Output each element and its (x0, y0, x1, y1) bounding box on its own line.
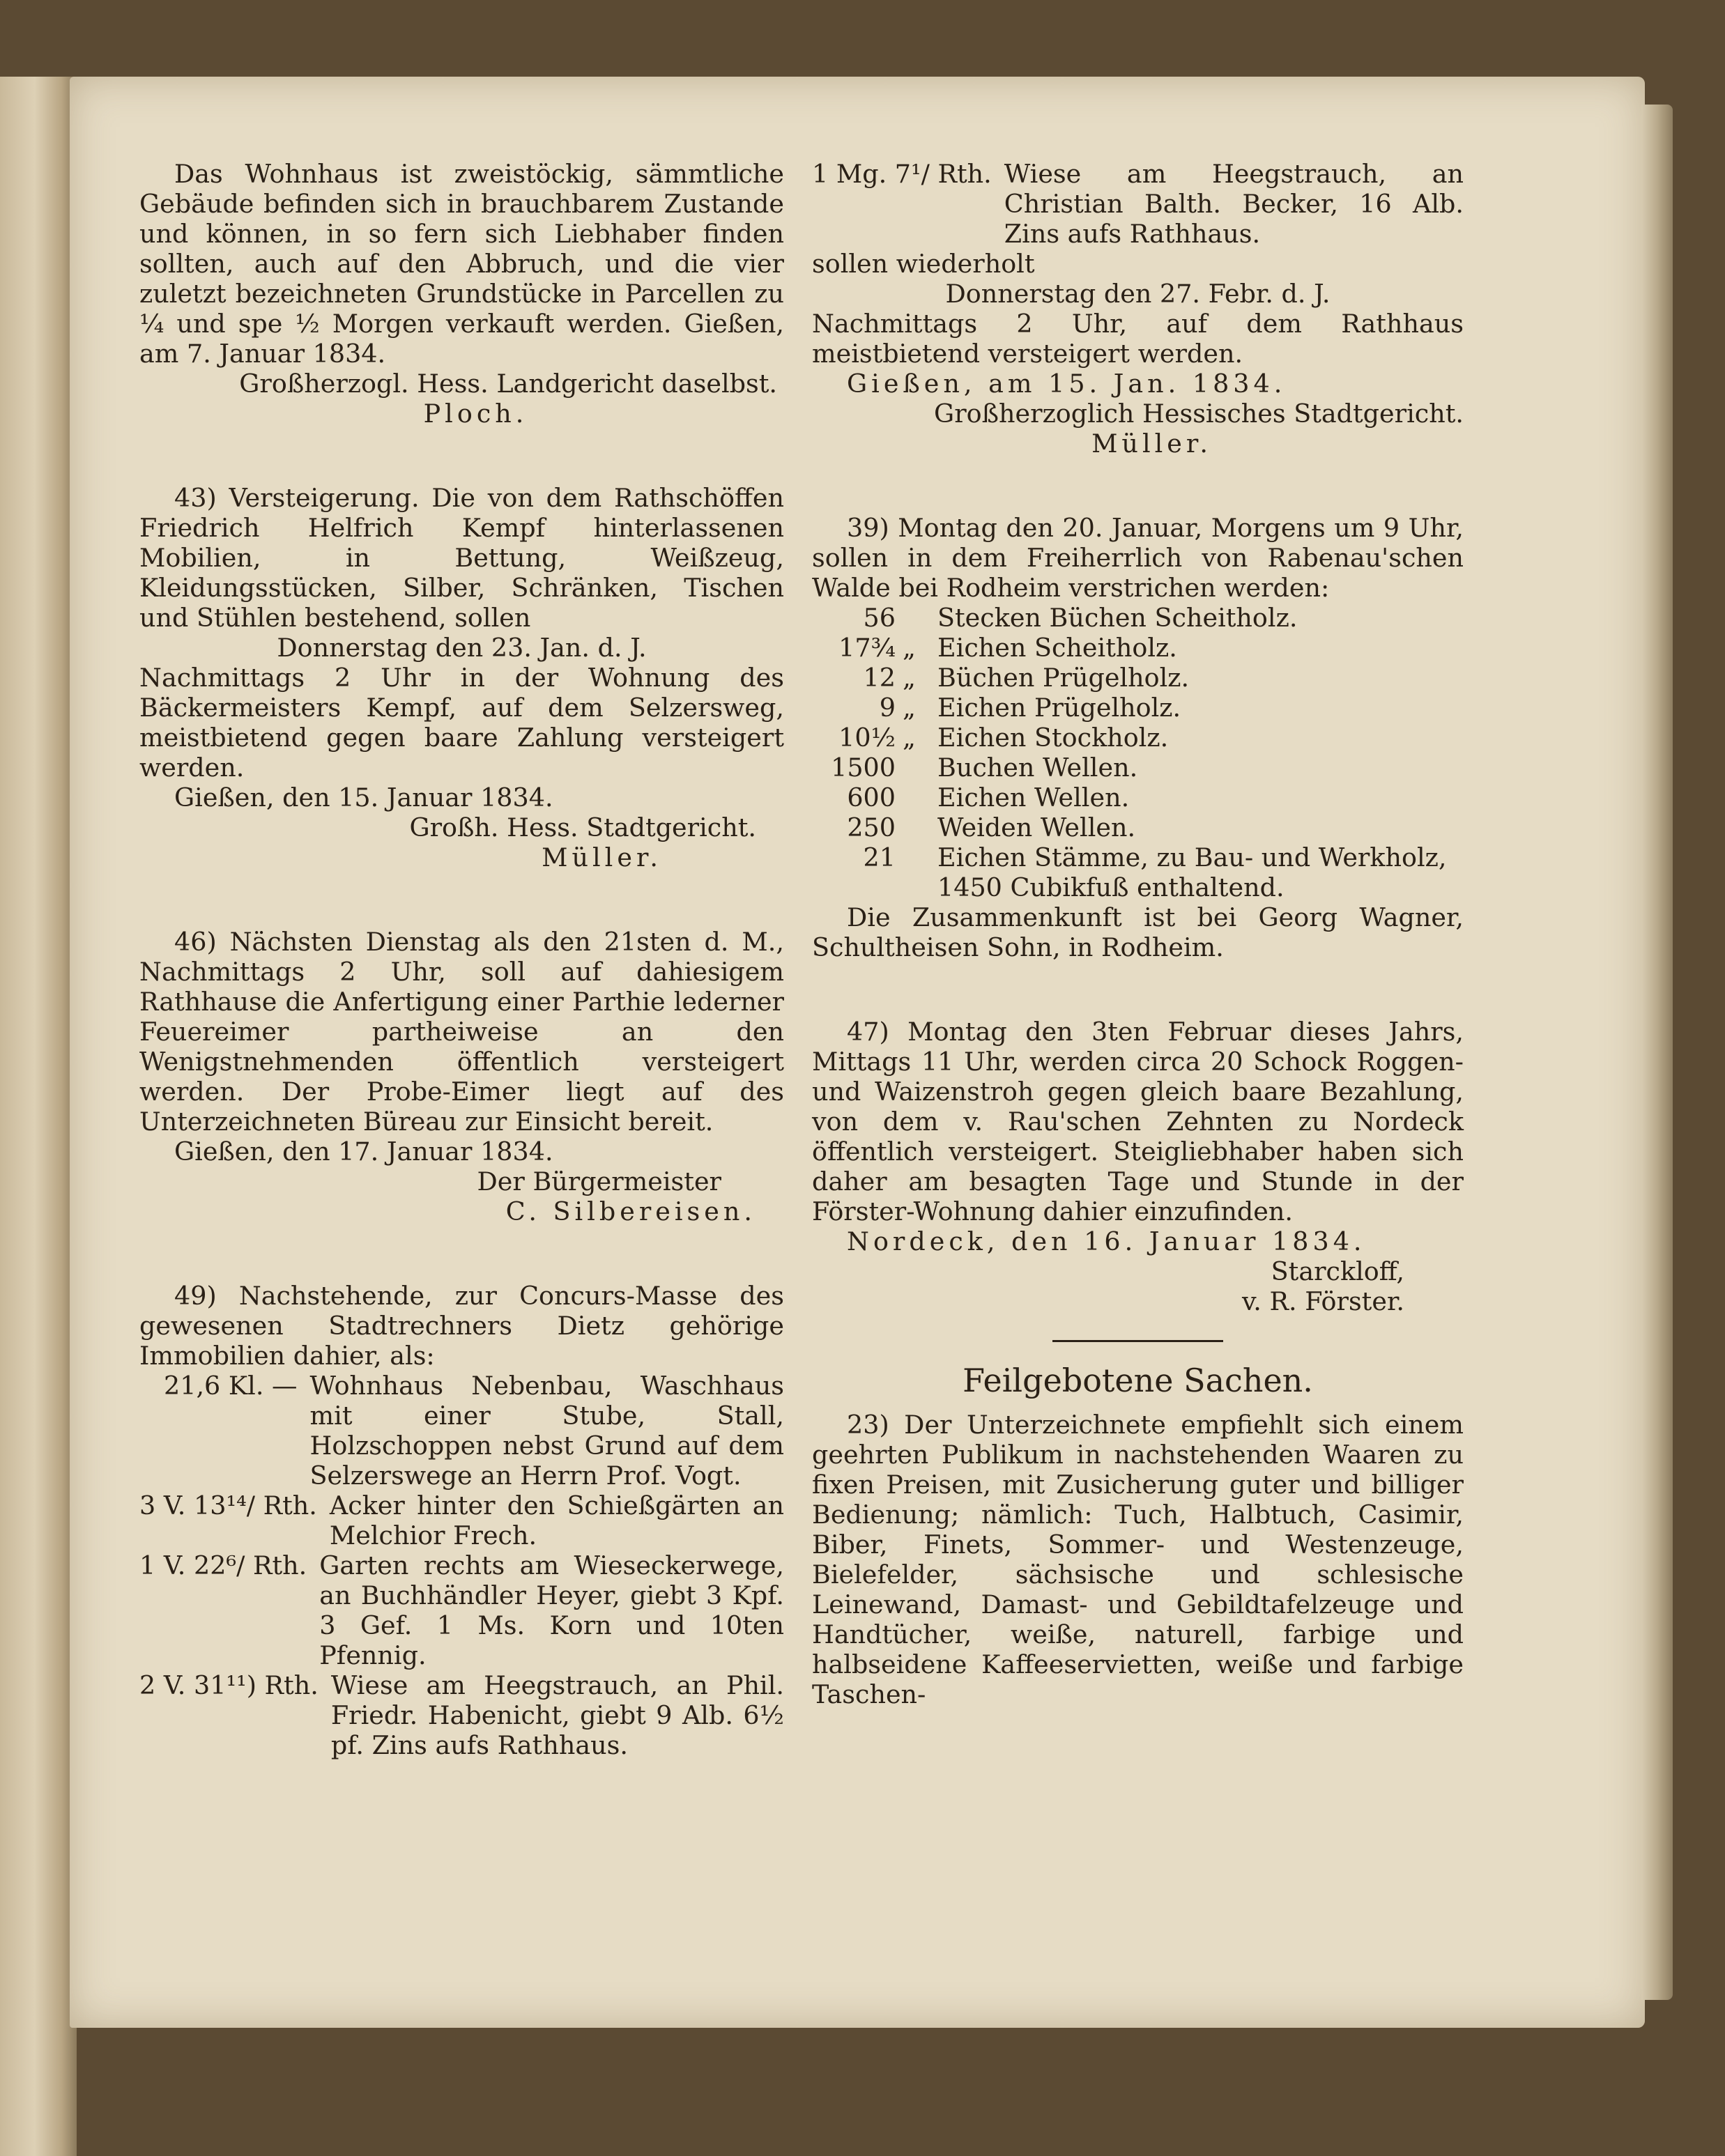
property-desc: Wiese am Heegstrauch, an Phil. Friedr. Habenicht, giebt 9 Alb. 6½ pf. Zins aufs Rathhaus. (330, 1670, 784, 1760)
property-desc: Wiese am Heegstrauch, an Christian Balth. Becker, 16 Alb. Zins aufs Rathhaus. (1004, 159, 1464, 249)
wood-type: Eichen Stockholz. (937, 723, 1169, 753)
signature-name: Ploch. (423, 399, 528, 429)
notice-date: Donnerstag den 27. Febr. d. J. (945, 279, 1331, 309)
property-size: 2 V. 31¹¹) Rth. (139, 1670, 319, 1700)
notice-49: 49) Nachstehende, zur Concurs-Masse des gewesenen Stadtrechners Dietz gehörige Immobilien dahier, als: (139, 1281, 784, 1371)
property-desc: Garten rechts am Wieseckerwege, an Buchhändler Heyer, giebt 3 Kpf. 3 Gef. 1 Ms. Korn und 10ten Pfennig. (319, 1550, 784, 1670)
wood-amount: 17¾ (838, 633, 896, 663)
notice-43-court: Großh. Hess. Stadtgericht. (409, 813, 756, 842)
notice-47-signer: Starckloff, (1271, 1256, 1404, 1286)
notice-39-end: Die Zusammenkunft ist bei Georg Wagner, Schultheisen Sohn, in Rodheim. (812, 902, 1464, 962)
wood-amount: 250 (847, 813, 896, 842)
ditto-mark: „ (903, 693, 916, 723)
notice-39: 39) Montag den 20. Januar, Morgens um 9 Uhr, sollen in dem Freiherrlich von Rabenau'schen Walde bei Rodheim verstrichen werden: (812, 513, 1464, 603)
right-column (812, 159, 1464, 1709)
property-list (139, 1371, 784, 1760)
notice-46-signer: C. Silbereisen. (505, 1196, 756, 1226)
wood-amount: 1500 (831, 753, 896, 783)
wood-amount: 10½ (838, 723, 896, 753)
notice-43-text: Nachmittags 2 Uhr in der Wohnung des Bäckermeisters Kempf, auf dem Selzersweg, meistbietend gegen baare Zahlung versteigert werden. (139, 663, 784, 783)
notice-43-date: Donnerstag den 23. Jan. d. J. (277, 633, 647, 663)
wood-list (812, 603, 1464, 902)
ditto-mark (903, 753, 937, 783)
property-item (139, 1670, 784, 1760)
notice-place: Gießen, am 15. Jan. 1834. (847, 369, 1287, 399)
notice-46-title: Der Bürgermeister (477, 1166, 721, 1196)
ditto-mark: „ (903, 633, 916, 663)
ditto-mark (903, 603, 937, 633)
property-size: 1 Mg. 7¹/ Rth. (812, 159, 992, 189)
wood-amount: 9 (879, 693, 896, 723)
ditto-mark (903, 783, 937, 813)
notice-23: 23) Der Unterzeichnete empfiehlt sich einem geehrten Publikum in nachstehenden Waaren zu fixen Preisen, mit Zusicherung guter und billiger Bedienung; nämlich: Tuch, Halbtuch, Casimir, Biber, Finets, Sommer- und Westenzeuge, Bielefelder, sächsische und schlesische Leinewand, Damast- und Gebildtafelzeuge und Handtücher, weiße, naturell, farbige und halbseidene Kaffeeservietten, weiße und farbige Taschen- (812, 1410, 1464, 1709)
signature-name: Müller. (1091, 429, 1212, 459)
notice-repeat: sollen wiederholt (812, 249, 1035, 279)
notice-text: Nachmittags 2 Uhr, auf dem Rathhaus meistbietend versteigert werden. (812, 309, 1464, 369)
wood-type: Büchen Prügelholz. (937, 663, 1190, 693)
ditto-mark: „ (903, 663, 916, 693)
wood-type: Stecken Büchen Scheitholz. (937, 603, 1298, 633)
wood-type: Eichen Prügelholz. (937, 693, 1181, 723)
book-spine (0, 77, 77, 2156)
wood-amount: 600 (847, 783, 896, 813)
property-size: 21,6 Kl. — (164, 1371, 298, 1401)
court-signature: Großherzoglich Hessisches Stadtgericht. (934, 399, 1464, 429)
notice-46: 46) Nächsten Dienstag als den 21sten d. M., Nachmittags 2 Uhr, soll auf dahiesigem Rathhause die Anfertigung einer Parthie lederner Feuereimer partheiweise an den Wenigstnehmenden öffentlich versteigert werden. Der Probe-Eimer liegt auf des Unterzeichneten Büreau zur Einsicht bereit. (139, 927, 784, 1137)
ditto-mark (903, 842, 937, 902)
court-signature: Großherzogl. Hess. Landgericht daselbst. (239, 369, 777, 399)
wood-amount: 12 (863, 663, 896, 693)
property-item (139, 1550, 784, 1670)
property-item (812, 159, 1464, 249)
property-item (164, 1371, 784, 1491)
notice-47-place: Nordeck, den 16. Januar 1834. (847, 1226, 1366, 1256)
wood-type: Weiden Wellen. (937, 813, 1136, 842)
wood-type: Eichen Stämme, zu Bau- und Werkholz, 1450 Cubikfuß enthaltend. (937, 842, 1447, 902)
section-heading: Feilgebotene Sachen. (963, 1362, 1313, 1399)
wood-type: Eichen Scheitholz. (937, 633, 1177, 663)
left-column (139, 159, 784, 1760)
ditto-mark: „ (903, 723, 916, 753)
notice-47: 47) Montag den 3ten Februar dieses Jahrs, Mittags 11 Uhr, werden circa 20 Schock Roggen- und Waizenstroh gegen gleich baare Bezahlung, von dem v. Rau'schen Zehnten zu Nordeck öffentlich versteigert. Steigliebhaber haben sich daher am besagten Tage und Stunde in der Förster-Wohnung dahier einzufinden. (812, 1017, 1464, 1226)
section-divider (1052, 1340, 1223, 1342)
page-edge (1641, 105, 1673, 2000)
property-item (139, 1491, 784, 1550)
wood-amount: 21 (863, 842, 896, 872)
notice-43-place: Gießen, den 15. Januar 1834. (174, 783, 553, 813)
notice-continuation: Das Wohnhaus ist zweistöckig, sämmtliche Gebäude befinden sich in brauchbarem Zustande und können, in so fern sich Liebhaber finden sollten, auch auf den Abbruch, und die vier zuletzt bezeichneten Grundstücke in Parcellen zu ¼ und spe ½ Morgen verkauft werden. Gießen, am 7. Januar 1834. (139, 159, 784, 369)
wood-type: Buchen Wellen. (937, 753, 1138, 783)
ditto-mark (903, 813, 937, 842)
property-desc: Wohnhaus Nebenbau, Waschhaus mit einer Stube, Stall, Holzschoppen nebst Grund auf dem Selzerswege an Herrn Prof. Vogt. (309, 1371, 784, 1491)
wood-amount: 56 (863, 603, 896, 633)
notice-46-place: Gießen, den 17. Januar 1834. (174, 1137, 553, 1166)
notice-43-signer: Müller. (542, 842, 662, 872)
property-size: 1 V. 22⁶/ Rth. (139, 1550, 307, 1580)
property-size: 3 V. 13¹⁴/ Rth. (139, 1491, 317, 1520)
notice-43: 43) Versteigerung. Die von dem Rathschöffen Friedrich Helfrich Kempf hinterlassenen Mobilien, in Bettung, Weißzeug, Kleidungsstücken, Silber, Schränken, Tischen und Stühlen bestehend, sollen (139, 483, 784, 633)
property-desc: Acker hinter den Schießgärten an Melchior Frech. (329, 1491, 784, 1550)
notice-47-title: v. R. Förster. (1242, 1286, 1404, 1316)
wood-type: Eichen Wellen. (937, 783, 1130, 813)
